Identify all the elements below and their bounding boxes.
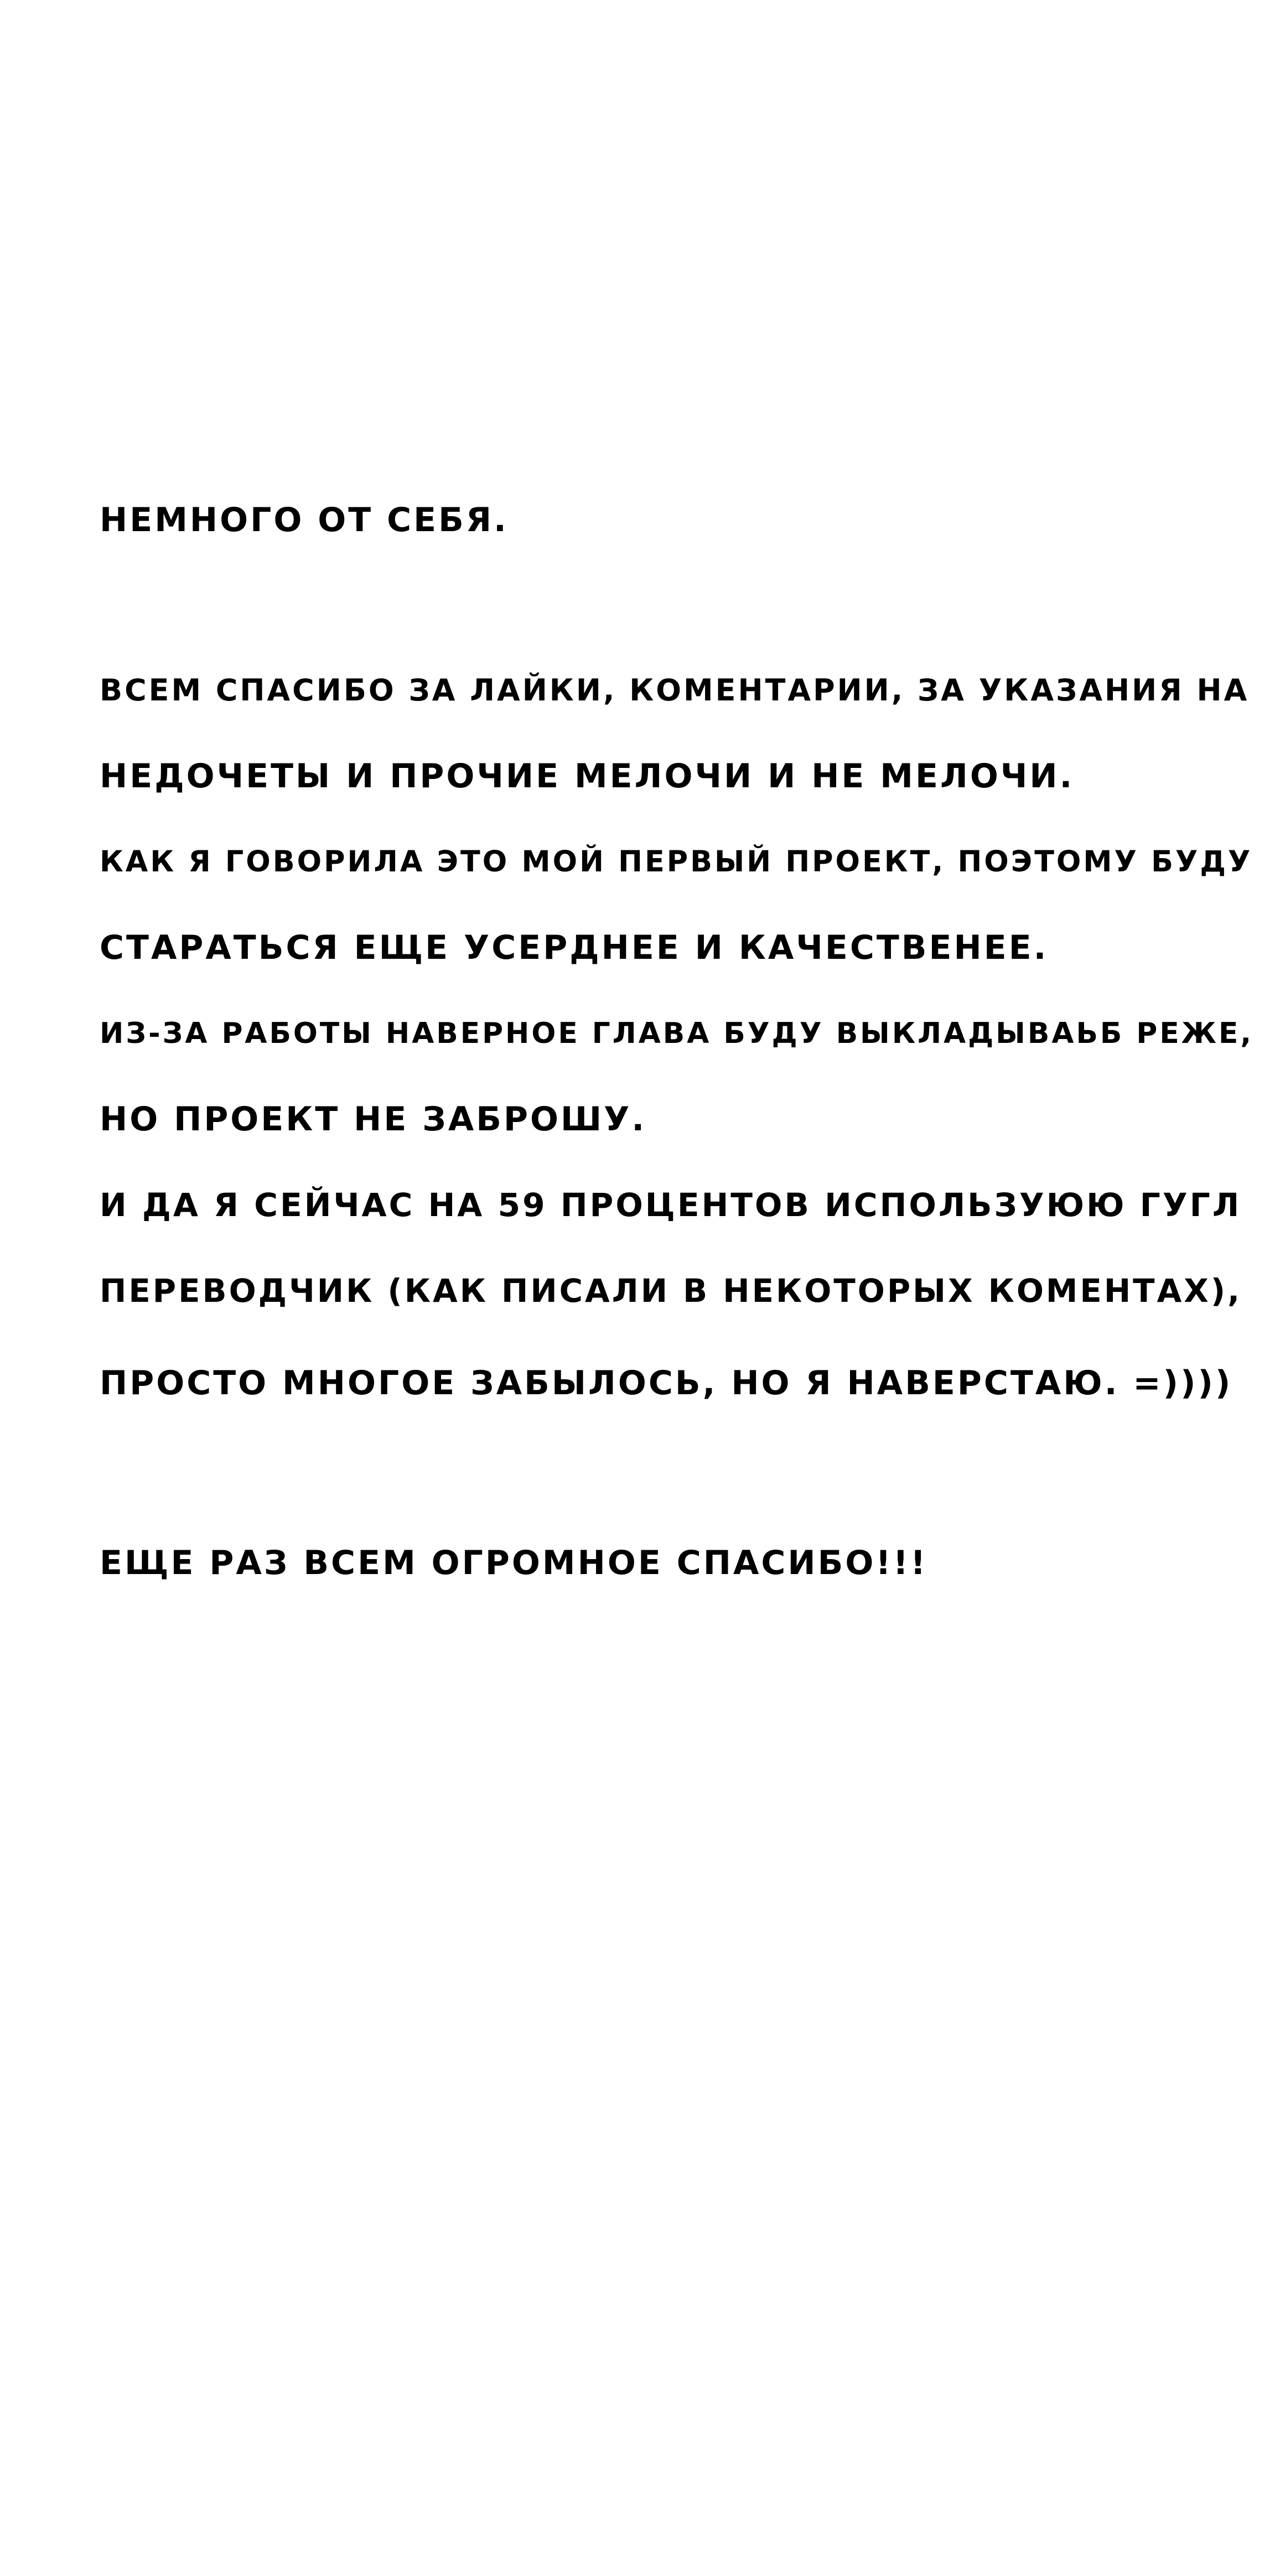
note-line-1: ВСЕМ СПАСИБО ЗА ЛАЙКИ, КОМЕНТАРИИ, ЗА УКАЗАНИЯ НА xyxy=(100,673,1250,708)
note-line-2: НЕДОЧЕТЫ И ПРОЧИЕ МЕЛОЧИ И НЕ МЕЛОЧИ. xyxy=(100,757,1075,796)
note-line-7: И ДА Я СЕЙЧАС НА 59 ПРОЦЕНТОВ ИСПОЛЬЗУЮЮ ГУГЛ xyxy=(100,1186,1242,1224)
note-heading: НЕМНОГО ОТ СЕБЯ. xyxy=(100,501,509,539)
note-line-9: ПРОСТО МНОГОЕ ЗАБЫЛОСЬ, НО Я НАВЕРСТАЮ. =)))) xyxy=(100,1364,1233,1403)
note-line-8: ПЕРЕВОДЧИК (КАК ПИСАЛИ В НЕКОТОРЫХ КОМЕНТАХ), xyxy=(100,1272,1242,1310)
note-line-6: НО ПРОЕКТ НЕ ЗАБРОШУ. xyxy=(100,1100,647,1139)
note-line-5: ИЗ-ЗА РАБОТЫ НАВЕРНОЕ ГЛАВА БУДУ ВЫКЛАДЫВАЬБ РЕЖЕ, xyxy=(100,1017,1254,1050)
note-line-3: КАК Я ГОВОРИЛА ЭТО МОЙ ПЕРВЫЙ ПРОЕКТ, ПОЭТОМУ БУДУ xyxy=(100,845,1253,879)
note-closing: ЕЩЕ РАЗ ВСЕМ ОГРОМНОЕ СПАСИБО!!! xyxy=(100,1544,928,1582)
note-line-4: СТАРАТЬСЯ ЕЩЕ УСЕРДНЕЕ И КАЧЕСТВЕНЕЕ. xyxy=(100,928,1049,967)
